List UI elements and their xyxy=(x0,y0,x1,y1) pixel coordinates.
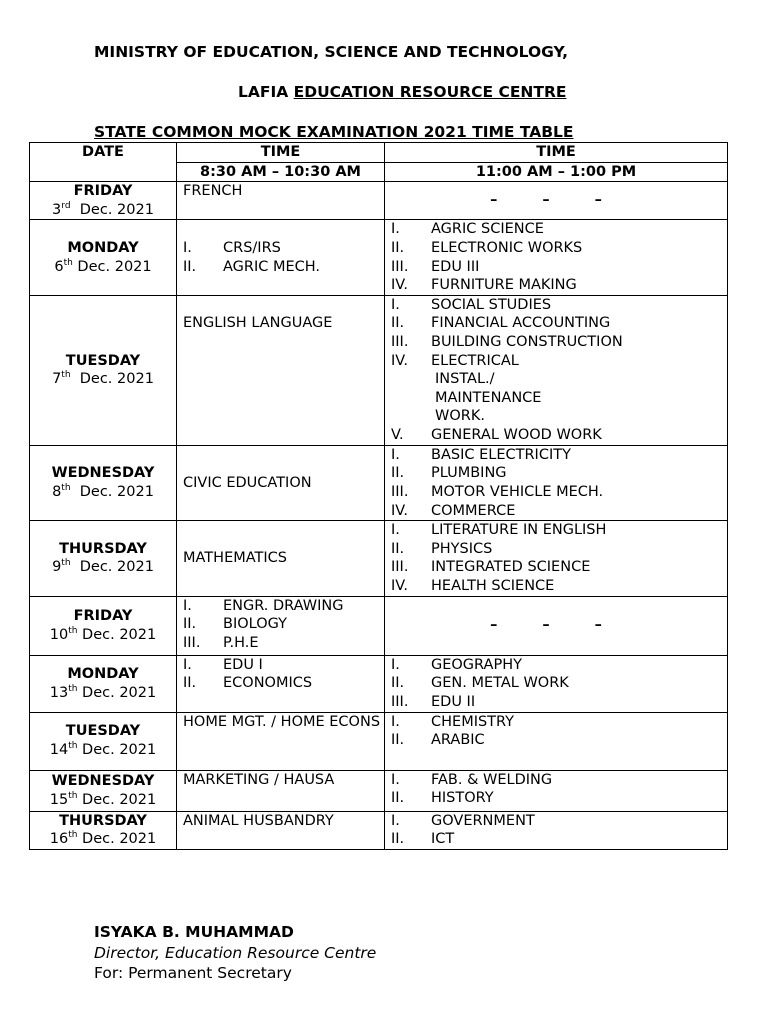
list-item xyxy=(385,333,727,352)
list-item xyxy=(385,577,727,596)
item-number: III. xyxy=(183,634,201,651)
subject-name: BIOLOGY xyxy=(223,616,287,633)
subject-name: LITERATURE IN ENGLISH xyxy=(431,522,607,539)
afternoon-subjects xyxy=(385,655,728,712)
list-item xyxy=(385,771,727,790)
signatory-for: For: Permanent Secretary xyxy=(94,964,292,982)
day-name: WEDNESDAY xyxy=(51,772,155,789)
subject-name: FINANCIAL ACCOUNTING xyxy=(431,315,611,332)
date-suffix: rd xyxy=(61,200,71,211)
table-row xyxy=(30,712,728,770)
subject-name: COMMERCE xyxy=(431,502,516,519)
signature-block xyxy=(94,922,376,984)
list-item xyxy=(385,352,727,371)
date-number: 14 xyxy=(49,742,69,758)
day-name: THURSDAY xyxy=(59,540,147,557)
item-number: II. xyxy=(183,616,197,633)
date-month-year: Dec. 2021 xyxy=(70,201,154,218)
item-number: II. xyxy=(183,258,197,275)
list-item xyxy=(177,656,384,675)
subject-name: ECONOMICS xyxy=(223,675,313,692)
date-suffix: th xyxy=(68,683,78,694)
table-row xyxy=(30,655,728,712)
date-number: 16 xyxy=(49,831,69,848)
date-number: 3 xyxy=(52,201,62,218)
date-number: 8 xyxy=(52,483,62,500)
afternoon-subjects xyxy=(385,712,728,770)
subject-name: AGRIC MECH. xyxy=(223,258,321,275)
afternoon-subjects xyxy=(385,295,728,445)
subject-name: FAB. & WELDING xyxy=(431,771,553,788)
date-suffix: th xyxy=(68,625,78,636)
ministry-title: MINISTRY OF EDUCATION, SCIENCE AND TECHNOLOGY, xyxy=(94,43,569,61)
subject-name: HISTORY xyxy=(431,790,494,807)
morning-slot: 8:30 AM – 10:30 AM xyxy=(177,162,385,182)
subject-name: BUILDING CONSTRUCTION xyxy=(431,333,623,350)
date-column-header: DATE xyxy=(30,143,177,182)
day-name: FRIDAY xyxy=(73,183,133,200)
list-item xyxy=(385,789,727,808)
date-suffix: th xyxy=(63,257,73,268)
list-item xyxy=(385,296,727,315)
item-number: II. xyxy=(391,540,405,557)
subject-name: CHEMISTRY xyxy=(431,713,515,730)
timetable-title: STATE COMMON MOCK EXAMINATION 2021 TIME TABLE xyxy=(94,123,574,141)
centre-title xyxy=(238,83,567,101)
list-item xyxy=(177,258,384,277)
morning-subjects xyxy=(177,712,385,770)
date-cell xyxy=(30,521,177,596)
table-row xyxy=(30,521,728,596)
list-item xyxy=(177,597,384,616)
subject-list xyxy=(177,239,384,276)
subject-name: FURNITURE MAKING xyxy=(431,277,577,294)
subject-name: MAINTENANCE xyxy=(435,389,542,406)
subject-name: P.H.E xyxy=(223,634,259,651)
exam-date xyxy=(30,370,176,389)
date-number: 13 xyxy=(49,684,69,701)
item-number: III. xyxy=(391,693,409,710)
subject-name: MOTOR VEHICLE MECH. xyxy=(431,483,604,500)
table-row xyxy=(30,596,728,655)
list-item xyxy=(385,220,727,239)
subject-name: CIVIC EDUCATION xyxy=(183,474,312,491)
item-number: III. xyxy=(391,258,409,275)
list-item xyxy=(385,558,727,577)
exam-date xyxy=(30,791,176,810)
item-number: I. xyxy=(391,656,400,673)
item-number: III. xyxy=(391,483,409,500)
subject-list xyxy=(385,521,727,595)
date-cell xyxy=(30,770,177,811)
subject-name: INSTAL./ xyxy=(435,371,495,388)
afternoon-subjects xyxy=(385,521,728,596)
morning-subjects xyxy=(177,182,385,220)
list-item xyxy=(385,258,727,277)
date-month-year: Dec. 2021 xyxy=(70,483,154,500)
afternoon-subjects xyxy=(385,596,728,655)
subject-name: CRS/IRS xyxy=(223,239,281,256)
day-name: TUESDAY xyxy=(65,723,141,740)
list-item xyxy=(177,239,384,258)
morning-subjects xyxy=(177,655,385,712)
date-month-year: Dec. 2021 xyxy=(72,258,152,275)
header-row xyxy=(30,143,728,163)
item-number: I. xyxy=(183,597,192,614)
table-row xyxy=(30,811,728,849)
subject-name: FRENCH xyxy=(183,183,243,200)
subject-name: INTEGRATED SCIENCE xyxy=(431,559,591,576)
subject-list xyxy=(385,771,727,808)
item-number: II. xyxy=(391,790,405,807)
subject-list xyxy=(177,656,384,693)
item-number: IV. xyxy=(391,277,408,294)
date-cell xyxy=(30,295,177,445)
list-item xyxy=(385,483,727,502)
subject-name: WORK. xyxy=(435,408,485,425)
morning-subjects xyxy=(177,445,385,520)
time-column-header-2: TIME xyxy=(385,143,728,163)
item-number: I. xyxy=(391,522,400,539)
exam-date xyxy=(30,830,176,849)
date-month-year: Dec. 2021 xyxy=(77,831,157,848)
date-cell xyxy=(30,220,177,295)
date-cell xyxy=(30,596,177,655)
item-number: II. xyxy=(391,465,405,482)
list-item xyxy=(177,674,384,693)
date-number: 6 xyxy=(54,258,64,275)
exam-date xyxy=(30,483,176,502)
item-number: I. xyxy=(391,713,400,730)
list-item xyxy=(177,615,384,634)
subject-name: MATHEMATICS xyxy=(183,550,287,567)
afternoon-subjects xyxy=(385,445,728,520)
list-item xyxy=(385,674,727,693)
item-number: V. xyxy=(391,426,404,443)
morning-subjects xyxy=(177,295,385,445)
morning-subjects xyxy=(177,596,385,655)
subject-name: ICT xyxy=(431,831,455,848)
date-cell xyxy=(30,445,177,520)
item-number: II. xyxy=(183,675,197,692)
subject-name: GEN. METAL WORK xyxy=(431,675,569,692)
subject-name: ENGR. DRAWING xyxy=(223,597,344,614)
centre-title-prefix: LAFIA xyxy=(238,83,294,101)
item-number: IV. xyxy=(391,352,408,369)
list-item xyxy=(385,426,727,445)
subject-name: GENERAL WOOD WORK xyxy=(431,426,602,443)
subject-name: MARKETING / HAUSA xyxy=(183,771,335,788)
subject-name: HOME MGT. / HOME ECONS xyxy=(183,713,381,730)
day-name: MONDAY xyxy=(67,665,139,682)
subject-name: ELECTRONIC WORKS xyxy=(431,239,583,256)
table-row xyxy=(30,295,728,445)
subject-name: ANIMAL HUSBANDRY xyxy=(183,812,334,829)
table-row xyxy=(30,445,728,520)
subject-list xyxy=(385,296,727,445)
subject-list xyxy=(385,446,727,520)
item-number: II. xyxy=(391,239,405,256)
list-item xyxy=(177,634,384,653)
list-item xyxy=(385,502,727,521)
list-item xyxy=(385,656,727,675)
time-column-header-1: TIME xyxy=(177,143,385,163)
timetable-body xyxy=(30,182,728,850)
date-number: 10 xyxy=(49,626,69,643)
list-item xyxy=(385,446,727,465)
item-number: I. xyxy=(183,656,192,673)
list-item xyxy=(385,407,727,426)
subject-name: GEOGRAPHY xyxy=(431,656,522,673)
exam-timetable xyxy=(29,142,728,850)
item-number: I. xyxy=(391,221,400,238)
afternoon-subjects xyxy=(385,220,728,295)
signatory-title: Director, Education Resource Centre xyxy=(94,943,377,962)
item-number: II. xyxy=(391,675,405,692)
no-exam-dashes: – – – xyxy=(490,192,622,209)
subject-name: SOCIAL STUDIES xyxy=(431,296,552,313)
morning-subjects xyxy=(177,811,385,849)
subject-name: PLUMBING xyxy=(431,465,507,482)
morning-subjects xyxy=(177,521,385,596)
no-exam-dashes: – – – xyxy=(490,617,622,634)
list-item xyxy=(385,389,727,408)
subject-name: AGRIC SCIENCE xyxy=(431,221,544,238)
centre-title-underlined: EDUCATION RESOURCE CENTRE xyxy=(293,83,567,101)
date-number: 7 xyxy=(52,371,62,388)
subject-name: ARABIC xyxy=(431,732,485,749)
exam-date xyxy=(30,684,176,703)
list-item xyxy=(385,713,727,732)
date-suffix: th xyxy=(68,790,78,801)
morning-subjects xyxy=(177,770,385,811)
date-month-year: Dec. 2021 xyxy=(77,626,157,643)
date-month-year: Dec. 2021 xyxy=(70,371,154,388)
list-item xyxy=(385,540,727,559)
item-number: III. xyxy=(391,559,409,576)
subject-name: PHYSICS xyxy=(431,540,493,557)
list-item xyxy=(385,521,727,540)
date-suffix: th xyxy=(61,483,71,494)
date-cell xyxy=(30,712,177,770)
subject-name: EDU III xyxy=(431,258,480,275)
date-number: 9 xyxy=(52,559,62,576)
list-item xyxy=(385,370,727,389)
afternoon-subjects xyxy=(385,811,728,849)
day-name: THURSDAY xyxy=(59,812,147,829)
exam-date xyxy=(30,258,176,277)
list-item xyxy=(385,464,727,483)
date-cell xyxy=(30,655,177,712)
item-number: I. xyxy=(391,812,400,829)
item-number: I. xyxy=(391,771,400,788)
subject-name: EDU I xyxy=(223,656,263,673)
day-name: WEDNESDAY xyxy=(51,465,155,482)
date-month-year: Dec. 2021 xyxy=(77,684,157,701)
day-name: TUESDAY xyxy=(65,352,141,369)
item-number: II. xyxy=(391,732,405,749)
item-number: I. xyxy=(391,296,400,313)
date-month-year: Dec. 2021 xyxy=(77,742,157,758)
table-row xyxy=(30,220,728,295)
list-item xyxy=(385,239,727,258)
date-suffix: th xyxy=(68,741,78,752)
item-number: I. xyxy=(391,446,400,463)
date-suffix: th xyxy=(61,370,71,381)
afternoon-subjects xyxy=(385,770,728,811)
date-suffix: th xyxy=(61,558,71,569)
list-item xyxy=(385,693,727,712)
subject-list xyxy=(385,656,727,712)
exam-date xyxy=(30,741,176,760)
list-item xyxy=(385,830,727,849)
subject-list xyxy=(385,812,727,849)
list-item xyxy=(385,731,727,750)
subject-list xyxy=(177,597,384,653)
exam-date xyxy=(30,201,176,220)
exam-date xyxy=(30,626,176,645)
day-name: MONDAY xyxy=(67,239,139,256)
table-row xyxy=(30,182,728,220)
subject-list xyxy=(385,713,727,750)
date-month-year: Dec. 2021 xyxy=(77,791,157,808)
list-item xyxy=(385,314,727,333)
subject-name: ENGLISH LANGUAGE xyxy=(183,314,333,331)
subject-name: BASIC ELECTRICITY xyxy=(431,446,571,463)
afternoon-subjects xyxy=(385,182,728,220)
subject-list xyxy=(385,220,727,294)
date-month-year: Dec. 2021 xyxy=(70,559,154,576)
date-cell xyxy=(30,182,177,220)
signatory-name: ISYAKA B. MUHAMMAD xyxy=(94,923,294,941)
date-suffix: th xyxy=(68,830,78,841)
subject-name: HEALTH SCIENCE xyxy=(431,577,555,594)
day-name: FRIDAY xyxy=(73,607,133,624)
item-number: III. xyxy=(391,333,409,350)
list-item xyxy=(385,812,727,831)
morning-subjects xyxy=(177,220,385,295)
date-cell xyxy=(30,811,177,849)
item-number: II. xyxy=(391,315,405,332)
item-number: I. xyxy=(183,239,192,256)
subject-name: EDU II xyxy=(431,693,476,710)
item-number: IV. xyxy=(391,502,408,519)
subject-name: GOVERNMENT xyxy=(431,812,535,829)
date-number: 15 xyxy=(49,791,69,808)
list-item xyxy=(385,276,727,295)
table-row xyxy=(30,770,728,811)
afternoon-slot: 11:00 AM – 1:00 PM xyxy=(385,162,728,182)
subject-name: ELECTRICAL xyxy=(431,352,519,369)
item-number: II. xyxy=(391,831,405,848)
item-number: IV. xyxy=(391,577,408,594)
exam-date xyxy=(30,558,176,577)
